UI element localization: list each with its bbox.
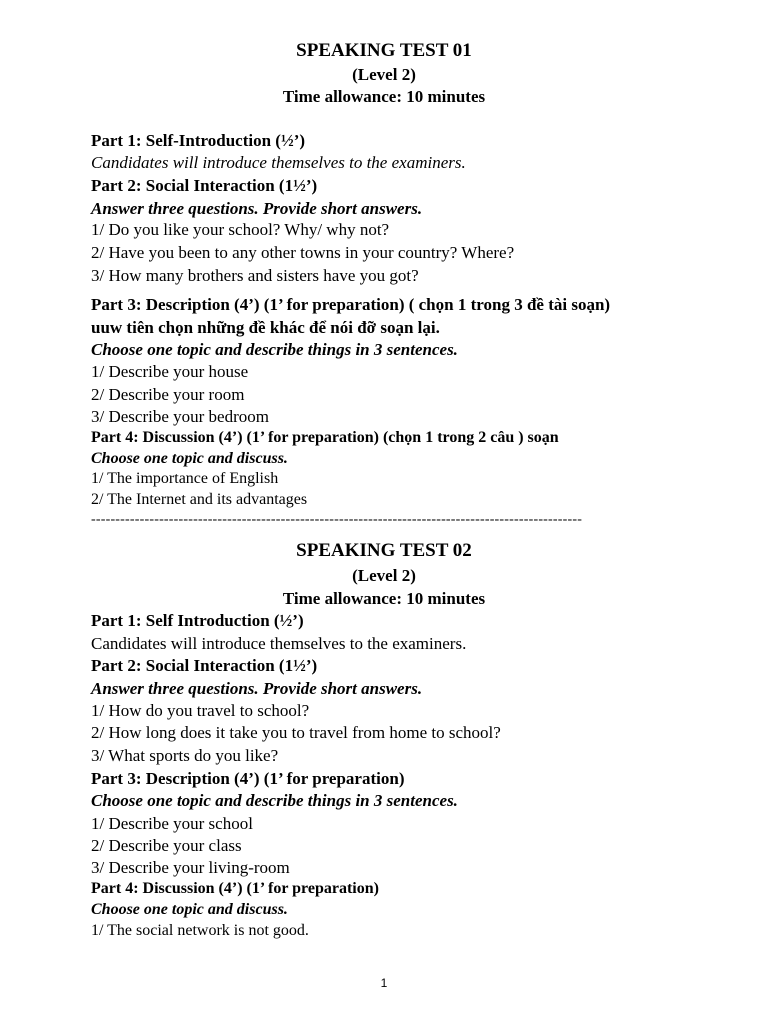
test2-part3-heading: Part 3: Description (4’) (1’ for preparation)	[91, 769, 405, 788]
test1-part1-heading: Part 1: Self-Introduction (½’)	[91, 131, 306, 150]
test1-part4-topic: 1/ The importance of English	[91, 470, 279, 487]
test2-time-allowance: Time allowance: 10 minutes	[282, 589, 486, 608]
test1-part1-text: Candidates will introduce themselves to the examiners.	[91, 153, 466, 172]
test1-part3-instruction: Choose one topic and describe things in 3 sentences.	[91, 340, 458, 359]
test2-part2-question: 1/ How do you travel to school?	[91, 701, 310, 720]
test1-part3-topic: 2/ Describe your room	[91, 385, 245, 404]
test2-part3-topic: 3/ Describe your living-room	[91, 858, 290, 877]
test1-level: (Level 2)	[352, 65, 416, 84]
test1-part4-topic: 2/ The Internet and its advantages	[91, 491, 308, 508]
test2-part4-topic: 1/ The social network is not good.	[91, 922, 309, 939]
test1-title: SPEAKING TEST 01	[296, 40, 472, 61]
test1-part4-heading: Part 4: Discussion (4’) (1’ for preparation) (chọn 1 trong 2 câu ) soạn	[91, 429, 559, 446]
test2-part1-heading: Part 1: Self Introduction (½’)	[91, 611, 304, 630]
test1-part3-heading-note: uuw tiên chọn những đề khác để nói đỡ soạn lại.	[91, 318, 440, 337]
test2-part2-question: 3/ What sports do you like?	[91, 746, 279, 765]
test1-part2-question: 1/ Do you like your school? Why/ why not?	[91, 220, 390, 239]
test1-part2-question: 3/ How many brothers and sisters have you got?	[91, 266, 419, 285]
test1-time-allowance: Time allowance: 10 minutes	[282, 87, 486, 106]
test2-part2-heading: Part 2: Social Interaction (1½’)	[91, 656, 318, 675]
test1-part3-heading: Part 3: Description (4’) (1’ for preparation) ( chọn 1 trong 3 đề tài soạn)	[91, 295, 611, 314]
test2-title: SPEAKING TEST 02	[296, 540, 472, 561]
test1-part2-heading: Part 2: Social Interaction (1½’)	[91, 176, 318, 195]
section-separator: -----------------------------------------------------------------------------------------------------	[91, 512, 583, 527]
page-number: 1	[380, 976, 388, 990]
test1-part3-topic: 1/ Describe your house	[91, 362, 249, 381]
test2-part4-instruction: Choose one topic and discuss.	[91, 901, 288, 918]
test2-part3-instruction: Choose one topic and describe things in 3 sentences.	[91, 791, 458, 810]
test2-part2-instruction: Answer three questions. Provide short answers.	[91, 679, 423, 698]
test1-part4-instruction: Choose one topic and discuss.	[91, 450, 288, 467]
test2-part4-heading: Part 4: Discussion (4’) (1’ for preparation)	[91, 880, 379, 897]
test2-part3-topic: 1/ Describe your school	[91, 814, 253, 833]
test1-part2-instruction: Answer three questions. Provide short answers.	[91, 199, 423, 218]
test2-part2-question: 2/ How long does it take you to travel from home to school?	[91, 723, 501, 742]
test2-part3-topic: 2/ Describe your class	[91, 836, 242, 855]
test2-part1-text: Candidates will introduce themselves to the examiners.	[91, 634, 467, 653]
test2-level: (Level 2)	[352, 566, 416, 585]
test1-part2-question: 2/ Have you been to any other towns in your country? Where?	[91, 243, 515, 262]
test1-part3-topic: 3/ Describe your bedroom	[91, 407, 269, 426]
